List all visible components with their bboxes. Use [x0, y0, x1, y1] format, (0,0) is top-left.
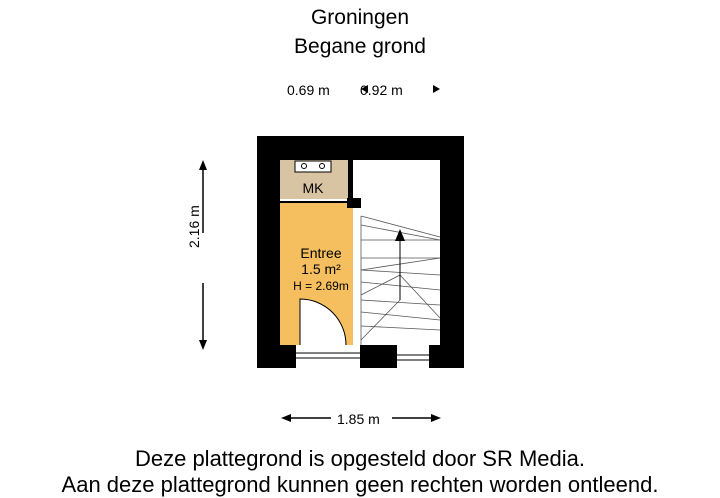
room-label-entree: Entree [300, 245, 342, 261]
plan-title-floor: Begane grond [294, 35, 426, 58]
plan-title-city: Groningen [310, 6, 410, 29]
stairwell [353, 160, 440, 345]
room-height-entree: H = 2.69m [293, 279, 349, 293]
dim-label-bottom: 1.85 m [337, 411, 380, 427]
dim-label-top-left: 0.69 m [287, 82, 330, 98]
sink-icon [295, 161, 331, 172]
dim-label-top-right: 0.92 m [360, 82, 403, 98]
room-label-mk: MK [302, 180, 324, 196]
dim-left-line [199, 160, 207, 350]
window [397, 345, 429, 368]
footer-disclaimer-line2: Aan deze plattegrond kunnen geen rechten worden ontleend. [61, 472, 659, 497]
room-area-entree: 1.5 m² [301, 261, 341, 277]
dim-label-left: 2.16 m [186, 205, 202, 248]
door-opening [296, 345, 360, 368]
footer-disclaimer-line1: Deze plattegrond is opgesteld door SR Media. [134, 446, 586, 471]
dim-arrow-right [433, 85, 440, 93]
